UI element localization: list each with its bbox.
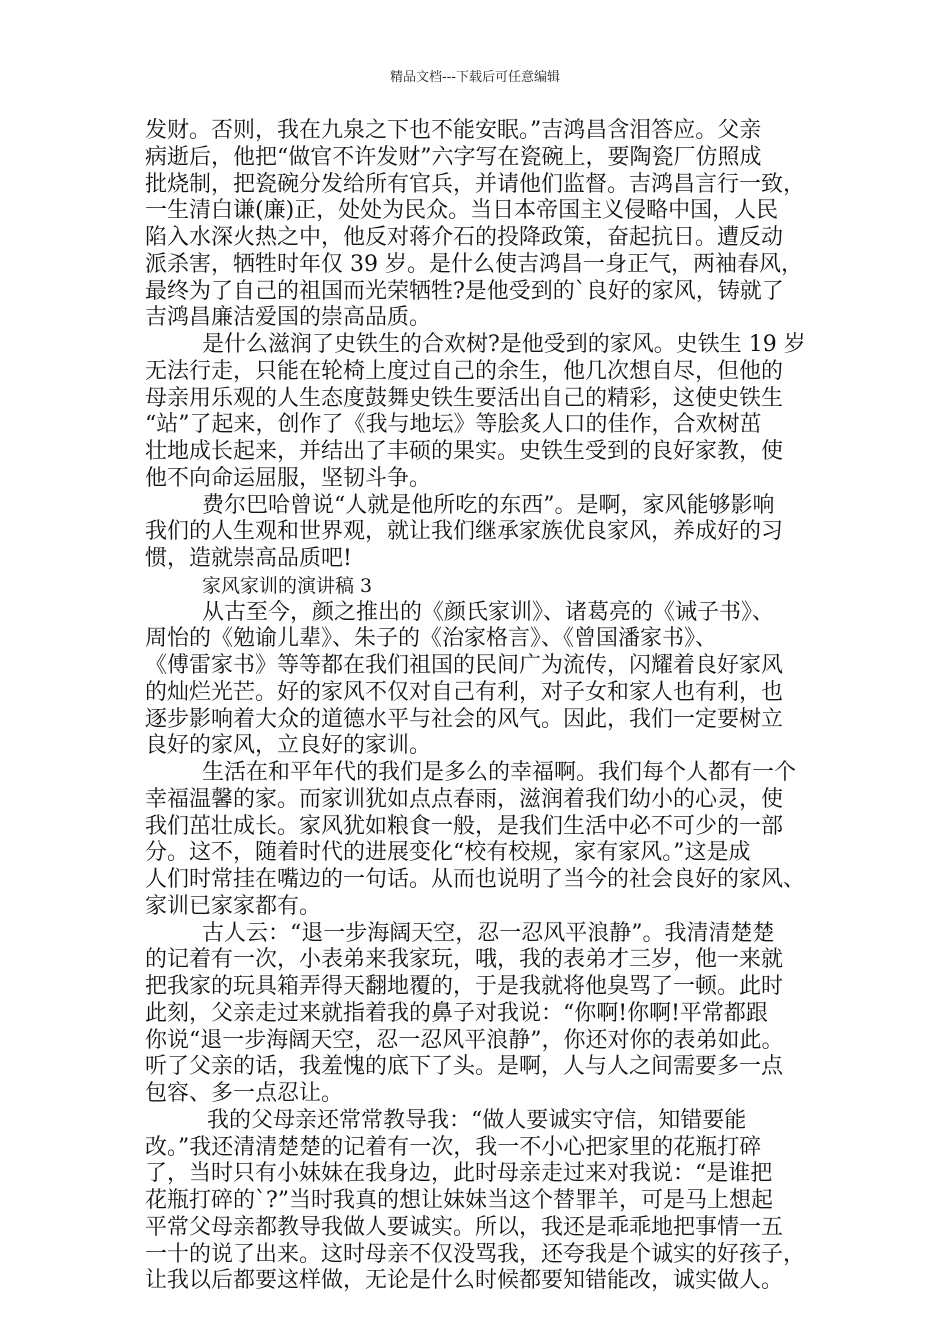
text-line: 病逝后，他把“做官不许发财”六字写在瓷碗上，要陶瓷厂仿照成 [145, 144, 762, 170]
text-line: 了，当时只有小妹妹在我身边，此时母亲走过来对我说：“是谁把 [145, 1161, 773, 1187]
text-line: 一十的说了出来。这时母亲不仅没骂我，还夸我是个诚实的好孩子， [145, 1241, 806, 1267]
text-line: 我的父母亲还常常教导我：“做人要诚实守信，知错要能 [207, 1107, 747, 1133]
page-header: 精品文档---下载后可任意编辑 [389, 70, 561, 85]
text-line: 无法行走，只能在轮椅上度过自己的余生，他几次想自尽，但他的 [145, 358, 784, 384]
text-line: 陷入水深火热之中，他反对蒋介石的投降政策，奋起抗日。遭反动 [145, 225, 784, 250]
text-line: 我们的人生观和世界观，就让我们继承家族优良家风，养成好的习 [145, 519, 784, 545]
text-line: 平常父母亲都教导我做人要诚实。所以，我还是乖乖地把事情一五 [145, 1214, 784, 1240]
text-line: 听了父亲的话，我羞愧的底下了头。是啊，人与人之间需要多一点 [145, 1054, 784, 1080]
text-line: 费尔巴哈曾说“人就是他所吃的东西”。是啊，家风能够影响 [202, 492, 775, 518]
text-line: 古人云：“退一步海阔天空，忍一忍风平浪静”。我清清楚楚 [202, 920, 775, 946]
text-line: 把我家的玩具箱弄得天翻地覆的，于是我就将他臭骂了一顿。此时 [145, 974, 784, 999]
text-line: 良好的家风，立良好的家训。 [145, 733, 432, 759]
text-line: 改。”我还清清楚楚的记着有一次，我一不小心把家里的花瓶打碎 [145, 1134, 762, 1160]
text-line: 的灿烂光芒。好的家风不仅对自己有利，对子女和家人也有利，也 [145, 679, 784, 705]
text-line: 你说“退一步海阔天空，忍一忍风平浪静”，你还对你的表弟如此。 [145, 1027, 784, 1053]
text-line: 周怡的《勉谕儿辈》、朱子的《治家格言》、《曾国潘家书》、 [145, 626, 718, 652]
text-line: 《傅雷家书》等等都在我们祖国的民间广为流传，闪耀着良好家风 [145, 653, 784, 678]
text-line: 他不向命运屈服，坚韧斗争。 [145, 465, 432, 491]
text-line: 让我以后都要这样做，无论是什么时候都要知错能改，诚实做人。 [145, 1268, 784, 1294]
text-line: 幸福温馨的家。而家训犹如点点春雨，滋润着我们幼小的心灵，使 [145, 786, 784, 812]
text-line: 吉鸿昌廉洁爱国的崇高品质。 [145, 305, 432, 331]
text-line: 一生清白谦(廉)正，处处为民众。当日本帝国主义侵略中国，人民 [145, 198, 779, 224]
text-line: 惯，造就崇高品质吧! [145, 546, 352, 571]
text-line: 最终为了自己的祖国而光荣牺牲?是他受到的`良好的家风，铸就了 [145, 278, 784, 304]
text-line: 分。这不，随着时代的进展变化“校有校规，家有家风。”这是成 [145, 840, 751, 866]
text-line: 派杀害，牺牲时年仅 39 岁。是什么使吉鸿昌一身正气，两袖春风， [145, 251, 803, 277]
section-heading: 家风家训的演讲稿 3 [202, 574, 373, 597]
document-body [145, 118, 820, 1295]
text-line: 家训已家家都有。 [145, 893, 322, 919]
text-line: 批烧制，把瓷碗分发给所有官兵，并请他们监督。吉鸿昌言行一致， [145, 171, 806, 197]
text-line: 母亲用乐观的人生态度鼓舞史铁生要活出自己的精彩，这使史铁生 [145, 385, 784, 411]
text-line: 逐步影响着大众的道德水平与社会的风气。因此，我们一定要树立 [145, 706, 784, 732]
text-line: 人们时常挂在嘴边的一句话。从而也说明了当今的社会良好的家风、 [145, 867, 806, 892]
text-line: 壮地成长起来，并结出了丰硕的果实。史铁生受到的良好家教，使 [145, 439, 784, 464]
text-line: 从古至今，颜之推出的《颜氏家训》、诸葛亮的《诫子书》、 [202, 599, 775, 625]
text-line: 花瓶打碎的`?”当时我真的想让妹妹当这个替罪羊，可是马上想起 [145, 1188, 774, 1213]
text-line: 此刻，父亲走过来就指着我的鼻子对我说：“你啊!你啊!平常都跟 [145, 1000, 768, 1026]
text-line: 包容、多一点忍让。 [145, 1081, 344, 1106]
text-line: 生活在和平年代的我们是多么的幸福啊。我们每个人都有一个 [202, 760, 797, 785]
text-line: 是什么滋润了史铁生的合欢树?是他受到的家风。史铁生 19 岁 [202, 332, 806, 357]
text-line: 发财。否则，我在九泉之下也不能安眠。”吉鸿昌含泪答应。父亲 [145, 118, 762, 143]
text-line: “站”了起来，创作了《我与地坛》等脍炙人口的佳作，合欢树茁 [145, 412, 762, 438]
text-line: 的记着有一次，小表弟来我家玩，哦，我的表弟才三岁，他一来就 [145, 947, 784, 973]
text-line: 我们茁壮成长。家风犹如粮食一般，是我们生活中必不可少的一部 [145, 813, 784, 839]
